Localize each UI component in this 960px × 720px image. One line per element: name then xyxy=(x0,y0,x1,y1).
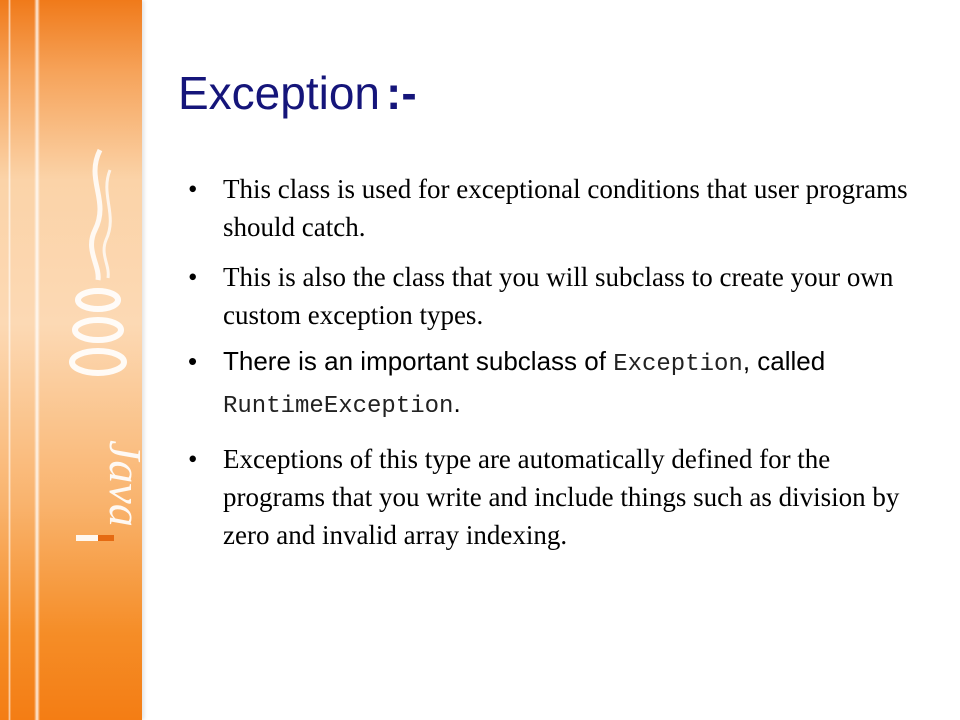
bullet-item xyxy=(188,258,928,334)
slide-title-suffix: :- xyxy=(386,67,417,119)
bullet-dot: • xyxy=(188,174,198,204)
bullet-dot: • xyxy=(188,346,198,376)
bullet-text: This class is used for exceptional conditions that user programs should catch. xyxy=(223,174,908,242)
code-exception: Exception xyxy=(613,351,743,378)
slide-title-text: Exception xyxy=(178,67,381,119)
banner-highlight-stripe xyxy=(8,0,11,720)
slide-title xyxy=(178,66,417,120)
banner-highlight-stripe xyxy=(34,0,40,720)
bullet-text-part: . xyxy=(453,388,461,418)
java-logo-text: Java xyxy=(100,440,151,527)
bullet-text: Exceptions of this type are automatically defined for the programs that you write and include things such as division by zero and invalid array indexing. xyxy=(223,444,900,550)
bullet-dot: • xyxy=(188,444,198,474)
bullet-text-part: There is an important subclass of xyxy=(223,346,614,376)
bullet-item xyxy=(188,170,928,246)
bullet-list xyxy=(188,170,928,554)
code-runtime-exception: RuntimeException xyxy=(223,393,454,420)
bullet-text: This is also the class that you will subclass to create your own custom exception types. xyxy=(223,262,894,330)
bullet-item xyxy=(188,440,928,554)
bullet-dot: • xyxy=(188,262,198,292)
java-logo-icon xyxy=(60,140,151,560)
bullet-text-part: , called xyxy=(742,346,826,376)
bullet-item xyxy=(188,342,928,426)
side-banner xyxy=(0,0,151,720)
